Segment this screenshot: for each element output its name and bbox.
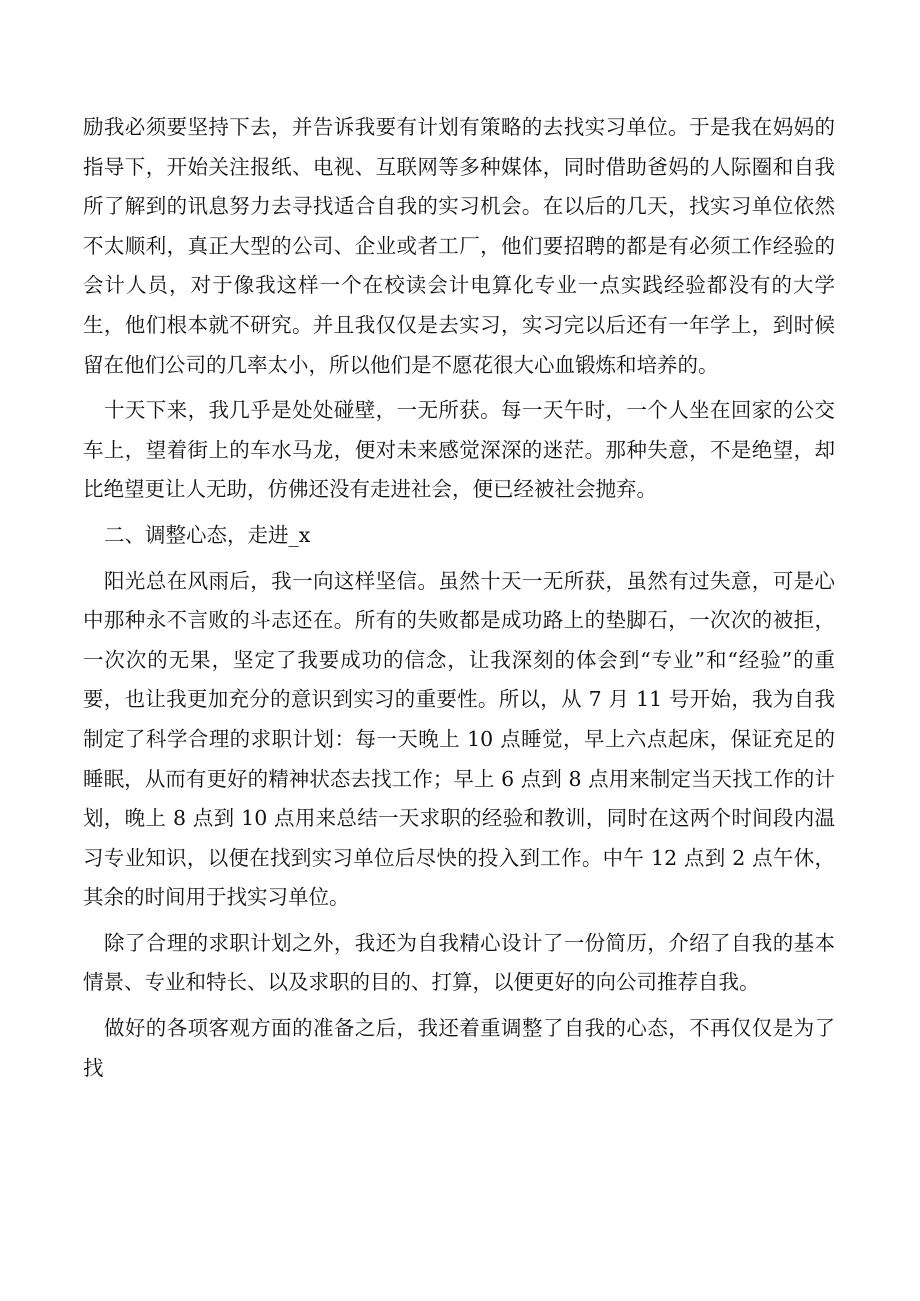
- paragraph-4: 除了合理的求职计划之外，我还为自我精心设计了一份简历，介绍了自我的基本情景、专业和特长、以及求职的目的、打算，以便更好的向公司推荐自我。: [83, 930, 835, 995]
- document-body: [83, 108, 835, 1094]
- paragraph-5: 做好的各项客观方面的准备之后，我还着重调整了自我的心态，不再仅仅是为了找: [83, 1016, 835, 1080]
- paragraph-1: 励我必须要坚持下去，并告诉我要有计划有策略的去找实习单位。于是我在妈妈的指导下，开始关注报纸、电视、互联网等多种媒体，同时借助爸妈的人际圈和自我所了解到的讯息努力去寻找适合自我的实习机会。在以后的几天，找实习单位依然不太顺利，真正大型的公司、企业或者工厂，他们要招聘的都是有必须工作经验的会计人员，对于像我这样一个在校读会计电算化专业一点实践经验都没有的大学生，他们根本就不研究。并且我仅仅是去实习，实习完以后还有一年学上，到时候留在他们公司的几率太小，所以他们是不愿花很大心血锻炼和培养的。: [83, 115, 835, 377]
- section-heading: 二、调整心态，走进_x: [104, 522, 311, 547]
- paragraph-3: 阳光总在风雨后，我一向这样坚信。虽然十天一无所获，虽然有过失意，可是心中那种永不言败的斗志还在。所有的失败都是成功路上的垫脚石，一次次的被拒，一次次的无果，坚定了我要成功的信念，让我深刻的体会到“专业”和“经验”的重要，也让我更加充分的意识到实习的重要性。所以，从 7 月 11 号开始，我为自我制定了科学合理的求职计划：每一天晚上 10 点睡觉，早上六点起床，保证充足的睡眠，从而有更好的精神状态去找工作；早上 6 点到 8 点用来制定当天找工作的计划，晚上 8 点到 10 点用来总结一天求职的经验和教训，同时在这两个时间段内温习专业知识，以便在找到实习单位后尽快的投入到工作。中午 12 点到 2 点午休，其余的时间用于找实习单位。: [83, 568, 835, 910]
- paragraph-2: 十天下来，我几乎是处处碰壁，一无所获。每一天午时，一个人坐在回家的公交车上，望着街上的车水马龙，便对未来感觉深深的迷茫。那种失意，不是绝望，却比绝望更让人无助，仿佛还没有走进社会，便已经被社会抛弃。: [83, 398, 835, 502]
